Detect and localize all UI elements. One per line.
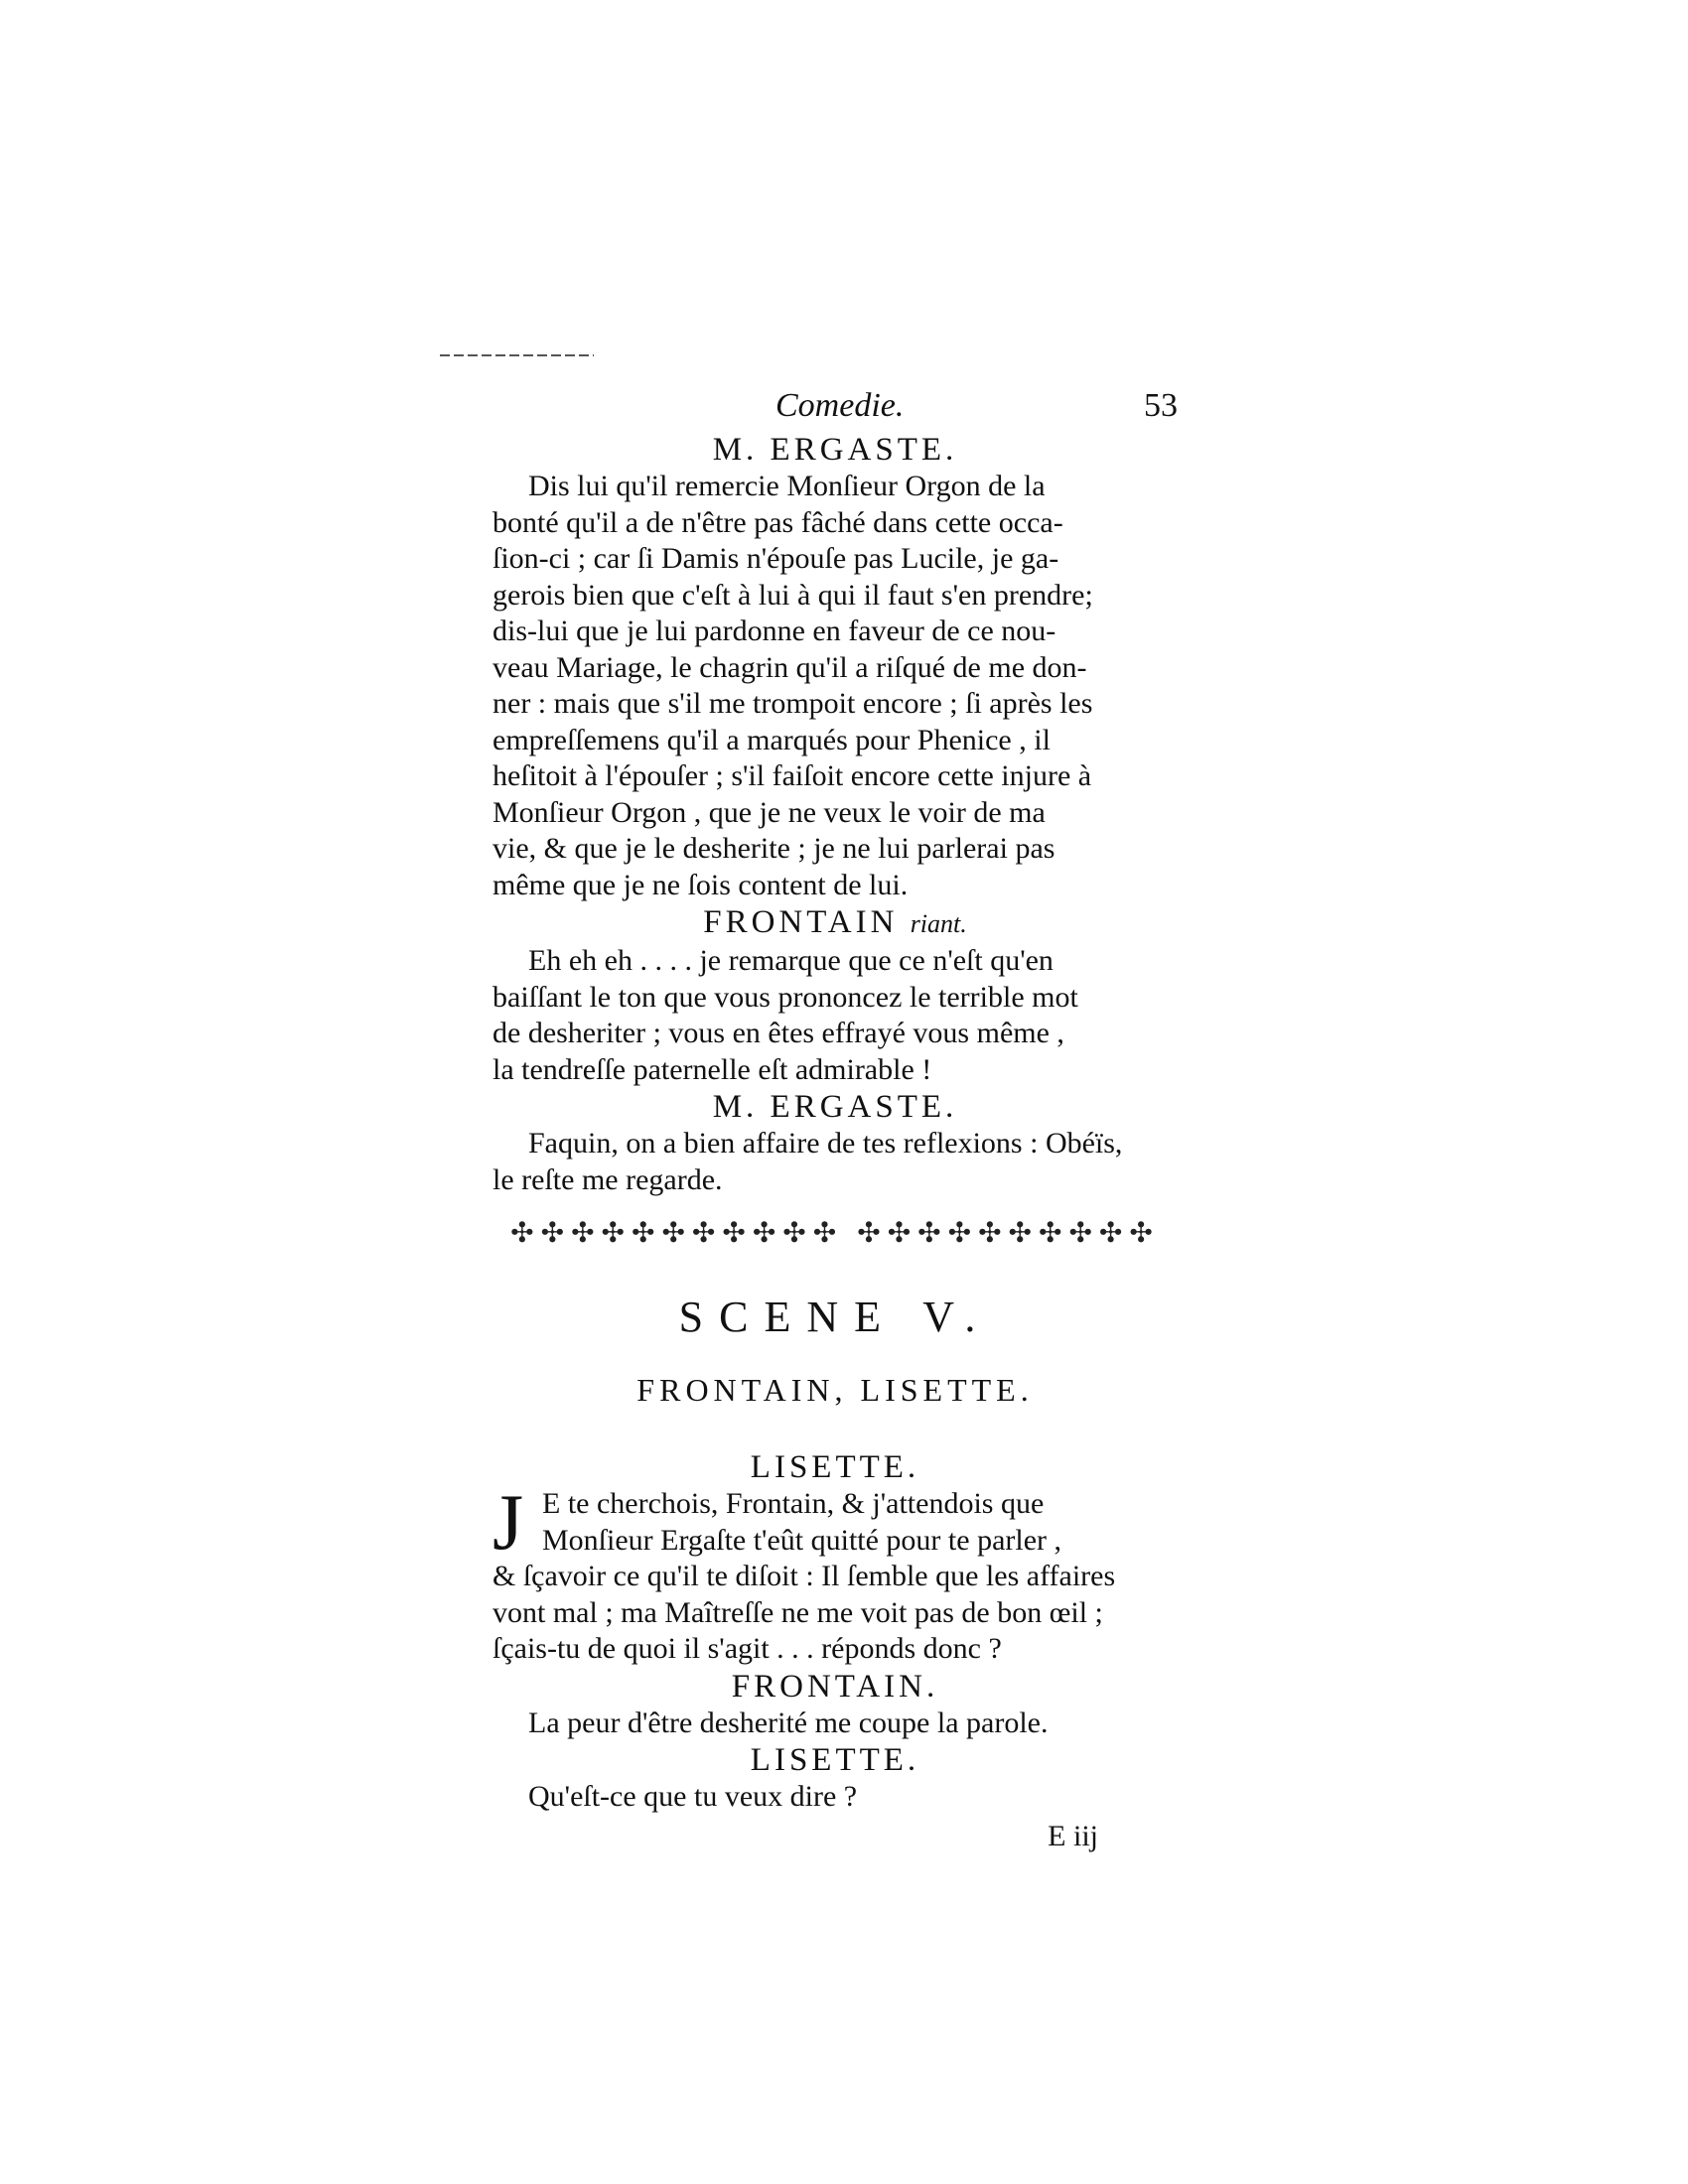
speech-line: Dis lui qu'il remercie Monſieur Orgon de la [528,470,1046,502]
stage-direction: riant. [910,909,967,938]
speaker-m-ergaste: M. ERGASTE. [712,432,958,468]
speech-line: même que je ne ſois content de lui. [492,868,909,901]
speech-line: La peur d'être desherité me coupe la parole. [528,1706,1049,1739]
speech-line: la tendreſſe paternelle eſt admirable ! [492,1052,932,1086]
speech-line: dis-lui que je lui pardonne en faveur de ce nou- [492,614,1056,647]
speaker-lisette: LISETTE. [750,1449,920,1485]
speech-line: baiſſant le ton que vous prononcez le terrible mot [492,980,1078,1014]
speech-line: & ſçavoir ce qu'il te diſoit : Il ſemble que les affaires [492,1560,1116,1592]
speech-m-ergaste-1 [492,469,1178,903]
speech-line: le reſte me regarde. [492,1162,723,1196]
speech-frontain-1 [492,943,1178,1088]
speech-line: vont mal ; ma Maîtreſſe ne me voit pas de bon œil ; [492,1595,1103,1629]
running-title: Comedie. [775,387,905,424]
speech-line: Monſieur Ergaſte t'eût quitté pour te parler , [542,1523,1062,1557]
speech-line: Qu'eſt-ce que tu veux dire ? [528,1780,858,1813]
speech-line: Eh eh eh . . . . je remarque que ce n'eſt qu'en [528,944,1054,977]
speech-line: heſitoit à l'épouſer ; s'il faiſoit encore cette injure à [492,759,1092,792]
speech-line: de desheriter ; vous en êtes effrayé vous même , [492,1017,1064,1049]
speech-line: ner : mais que s'il me trompoit encore ; ſi après les [492,687,1093,720]
speech-line: empreſſemens qu'il a marqués pour Phenice , il [492,723,1051,756]
speech-line: vie, & que je le desherite ; je ne lui parlerai pas [492,832,1055,865]
page-number: 53 [1144,387,1178,424]
speech-line: bonté qu'il a de n'être pas fâché dans cette occa- [492,505,1063,539]
speech-line: ſçais-tu de quoi il s'agit . . . réponds donc ? [492,1632,1002,1665]
scene-characters: FRONTAIN, LISETTE. [636,1372,1034,1408]
book-page [492,387,1178,1853]
speaker-frontain: FRONTAIN. [731,1668,939,1705]
speech-frontain-2 [492,1706,1178,1742]
speaker-m-ergaste: M. ERGASTE. [712,1089,958,1125]
speaker-name: FRONTAIN [703,904,899,940]
speaker-frontain [492,903,1178,943]
running-head [492,387,1178,431]
scene-title: SCENE V. [678,1293,992,1341]
speech-line: veau Mariage, le chagrin qu'il a riſqué de me don- [492,650,1087,684]
speech-line: ſion-ci ; car ſi Damis n'épouſe pas Lucile, je ga- [492,542,1059,575]
top-rule [440,354,594,356]
speech-lisette-1 [492,1479,1178,1668]
speech-line: E te cherchois, Frontain, & j'attendois que [542,1487,1045,1520]
speaker-lisette: LISETTE. [750,1742,920,1778]
speech-line: gerois bien que c'eſt à lui à qui il faut s'en prendre; [492,578,1093,612]
speech-m-ergaste-2 [492,1126,1178,1198]
speech-line: Monſieur Orgon , que je ne veux le voir de ma [492,795,1046,829]
speech-line: Faquin, on a bien affaire de tes reflexions : Obéïs, [528,1127,1123,1160]
drop-cap: J [492,1479,524,1567]
speech-lisette-2 [492,1779,1178,1816]
ornament-divider: ✣✣✣✣✣✣✣✣✣✣✣ ✣✣✣✣✣✣✣✣✣✣ [510,1218,1160,1249]
signature-mark: E iij [1048,1819,1098,1852]
